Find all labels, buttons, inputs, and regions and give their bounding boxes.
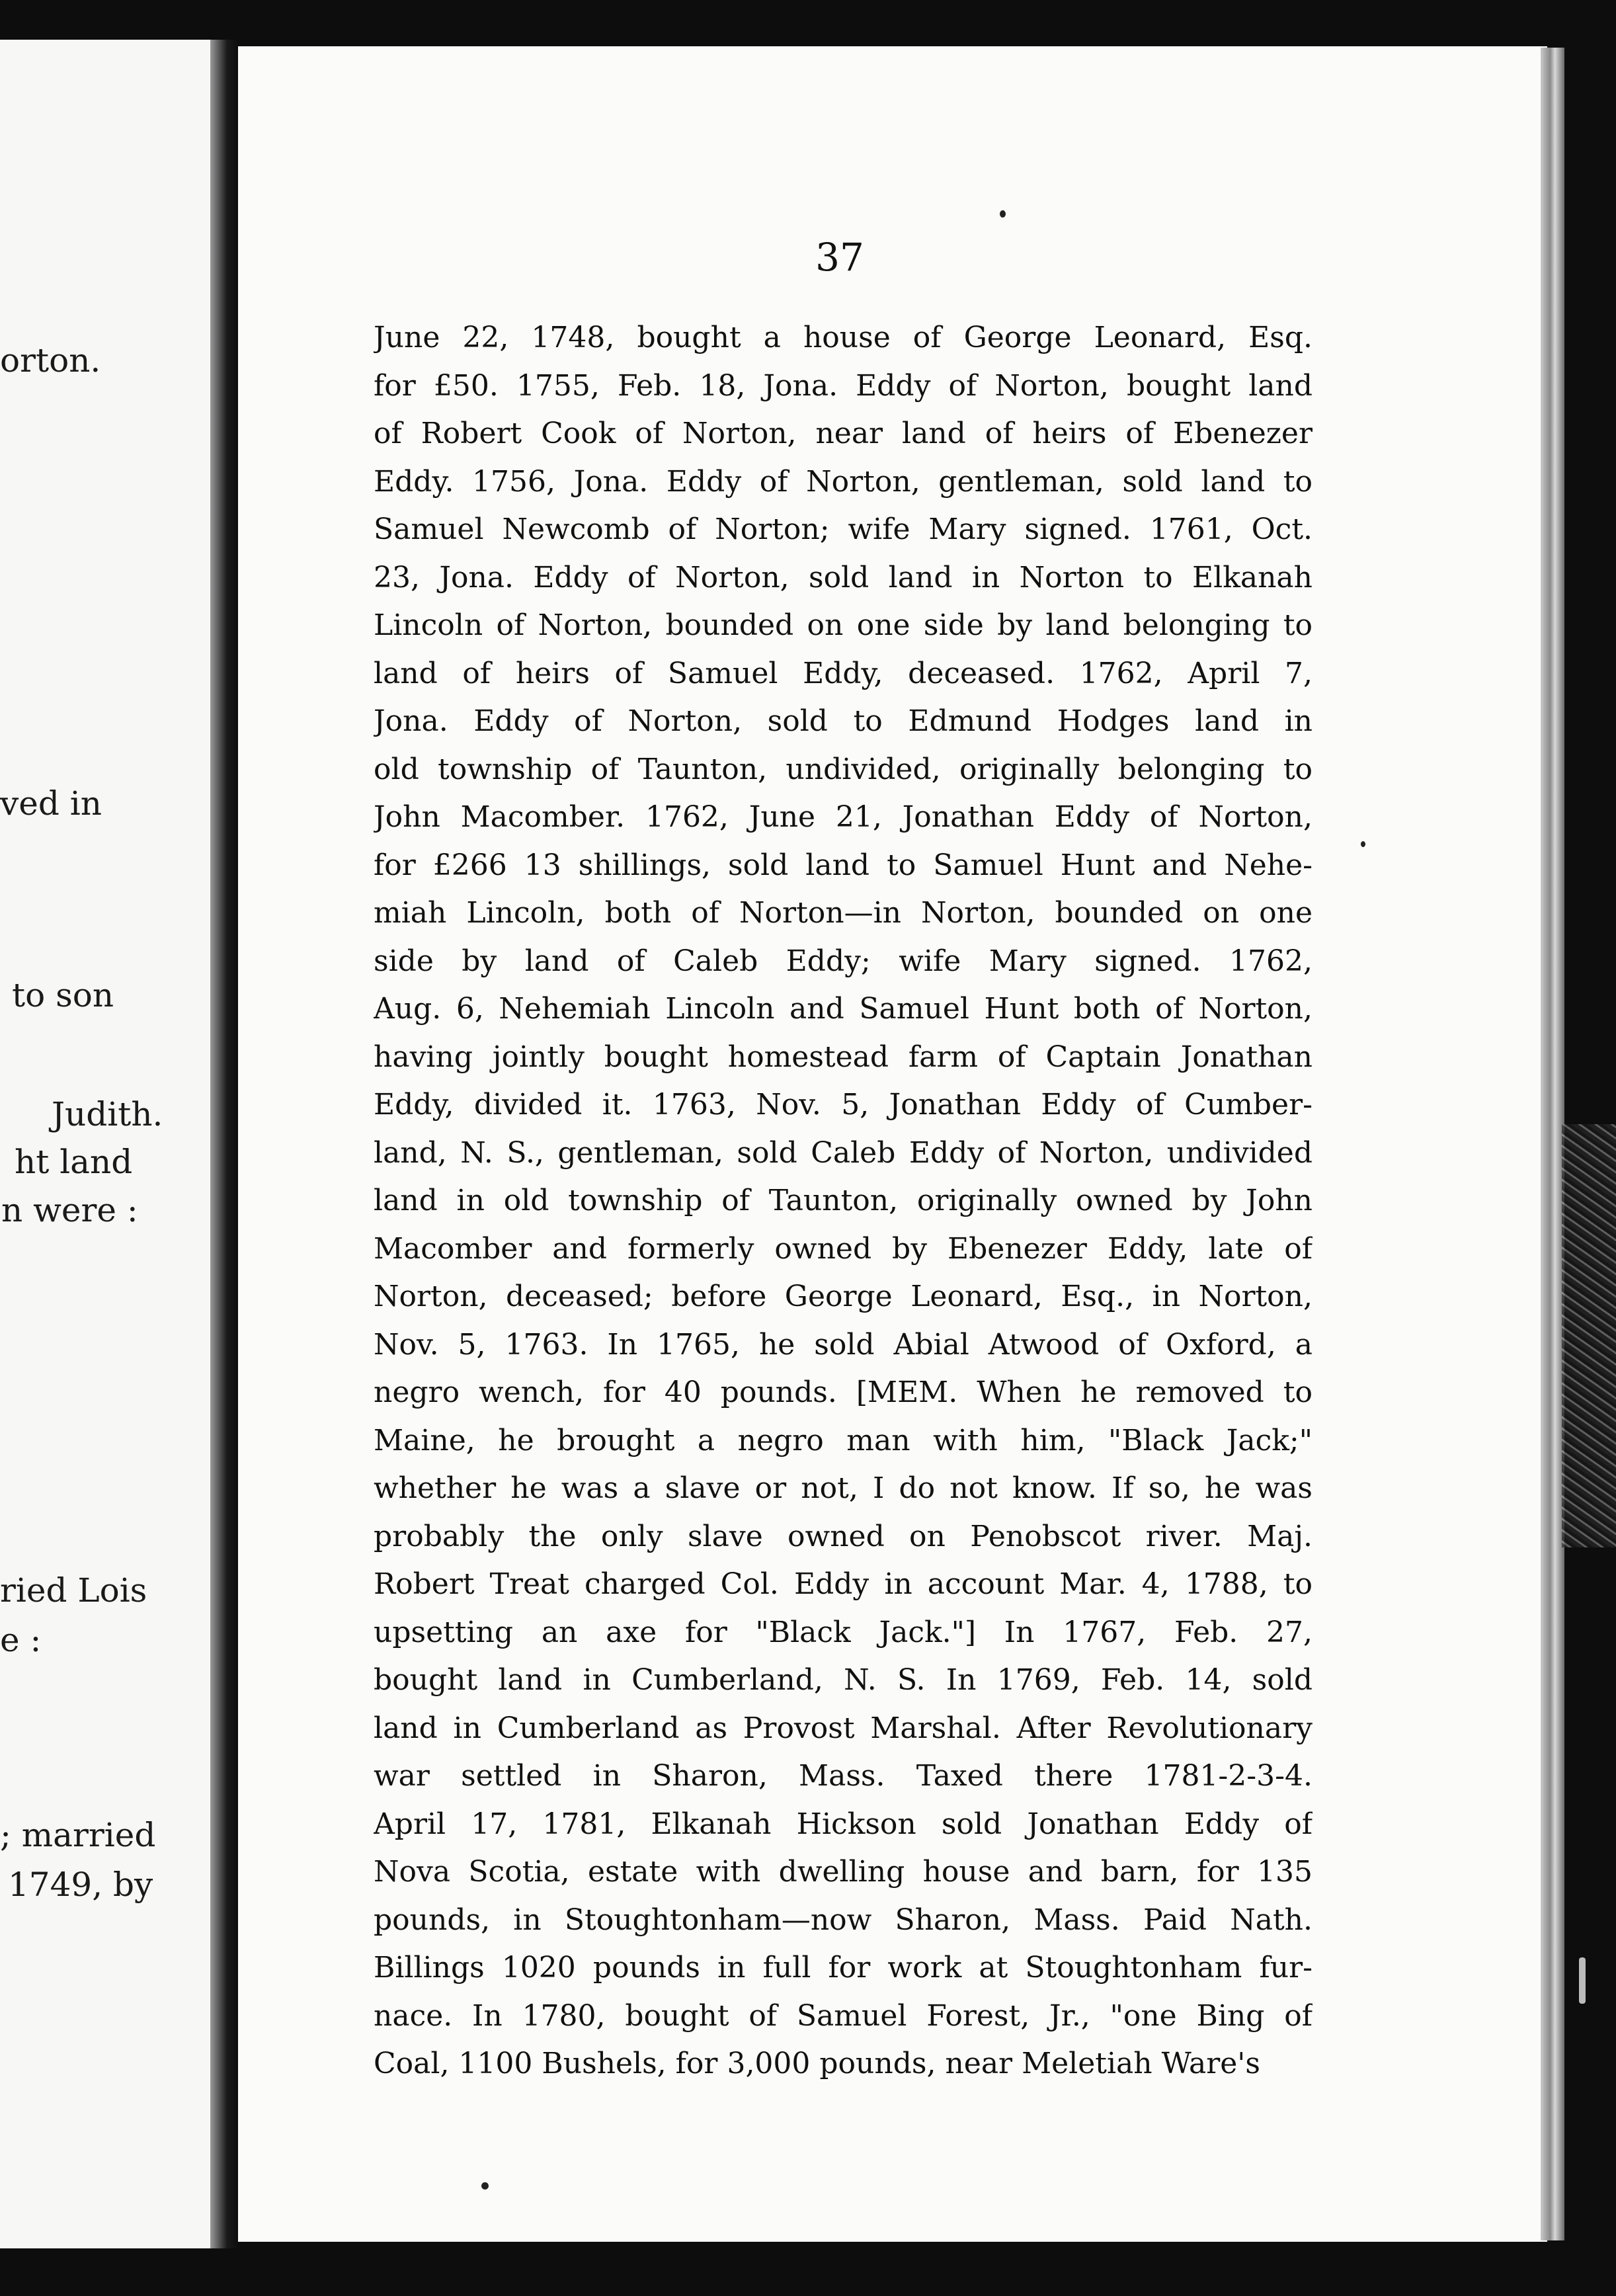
body-text — [374, 314, 1313, 2088]
text-line: for £50. 1755, Feb. 18, Jona. Eddy of Norton, bought land — [374, 368, 1313, 403]
text-line: Jona. Eddy of Norton, sold to Edmund Hodges land in — [374, 704, 1313, 738]
text-line: Nova Scotia, estate with dwelling house and barn, for 135 — [374, 1855, 1313, 1889]
text-line: Lincoln of Norton, bounded on one side by land belonging to — [374, 608, 1313, 642]
text-line: for £266 13 shillings, sold land to Samuel Hunt and Nehe- — [374, 848, 1313, 882]
text-line: land of heirs of Samuel Eddy, deceased. 1762, April 7, — [374, 656, 1313, 690]
text-line: Norton, deceased; before George Leonard, Esq., in Norton, — [374, 1280, 1313, 1313]
text-line: side by land of Caleb Eddy; wife Mary signed. 1762, — [374, 944, 1313, 978]
left-page-fragment: ved in — [0, 784, 102, 823]
left-page-fragment: e : — [0, 1621, 42, 1659]
text-line: upsetting an axe for "Black Jack."] In 1767, Feb. 27, — [374, 1615, 1313, 1649]
left-page-fragment: ; married — [0, 1816, 156, 1854]
text-line: Nov. 5, 1763. In 1765, he sold Abial Atwood of Oxford, a — [374, 1327, 1313, 1362]
text-line: 23, Jona. Eddy of Norton, sold land in Norton to Elkanah — [374, 560, 1313, 594]
left-page-fragment: Judith. — [52, 1095, 163, 1133]
text-line: April 17, 1781, Elkanah Hickson sold Jonathan Eddy of — [374, 1807, 1313, 1841]
scan-speck — [1361, 841, 1365, 847]
text-line: bought land in Cumberland, N. S. In 1769, Feb. 14, sold — [374, 1663, 1313, 1697]
scan-artifact — [1562, 1124, 1616, 1547]
text-line: whether he was a slave or not, I do not know. If so, he was — [374, 1471, 1313, 1505]
text-line: nace. In 1780, bought of Samuel Forest, Jr., "one Bing of — [374, 1998, 1313, 2033]
text-line: Maine, he brought a negro man with him, "Black Jack;" — [374, 1423, 1313, 1457]
text-line: Macomber and formerly owned by Ebenezer Eddy, late of — [374, 1231, 1313, 1266]
left-page-fragment: ried Lois — [0, 1571, 147, 1610]
left-page-fragment: n were : — [1, 1191, 138, 1229]
text-line: Coal, 1100 Bushels, for 3,000 pounds, near Meletiah Ware's — [374, 2047, 1260, 2080]
left-page-fragment: orton. — [0, 341, 101, 380]
text-line: Eddy, divided it. 1763, Nov. 5, Jonathan Eddy of Cumber- — [374, 1088, 1313, 1122]
text-line: Billings 1020 pounds in full for work at Stoughtonham fur- — [374, 1951, 1313, 1985]
text-line: Robert Treat charged Col. Eddy in account Mar. 4, 1788, to — [374, 1567, 1313, 1601]
left-page-fragment: ht land — [15, 1143, 133, 1181]
text-line: Samuel Newcomb of Norton; wife Mary signed. 1761, Oct. — [374, 512, 1313, 546]
scan-speck — [481, 2182, 489, 2190]
book-gutter — [210, 40, 238, 2248]
page-number: 37 — [815, 235, 864, 280]
text-line: land in old township of Taunton, originally owned by John — [374, 1184, 1313, 1217]
text-line: miah Lincoln, both of Norton—in Norton, bounded on one — [374, 896, 1313, 930]
left-page-fragment: 1749, by — [8, 1866, 153, 1904]
text-line: land, N. S., gentleman, sold Caleb Eddy of Norton, undivided — [374, 1135, 1313, 1170]
text-line: John Macomber. 1762, June 21, Jonathan Eddy of Norton, — [374, 800, 1313, 834]
text-line: having jointly bought homestead farm of Captain Jonathan — [374, 1040, 1313, 1074]
text-line: Eddy. 1756, Jona. Eddy of Norton, gentleman, sold land to — [374, 464, 1313, 499]
scan-speck — [1579, 1957, 1586, 2004]
left-page-fragment: to son — [12, 976, 114, 1014]
text-line: old township of Taunton, undivided, originally belonging to — [374, 752, 1313, 786]
facing-left-page — [0, 40, 221, 2248]
text-line: of Robert Cook of Norton, near land of heirs of Ebenezer — [374, 417, 1313, 450]
text-line: pounds, in Stoughtonham—now Sharon, Mass. Paid Nath. — [374, 1903, 1313, 1937]
text-line: land in Cumberland as Provost Marshal. After Revolutionary — [374, 1711, 1313, 1745]
text-line: negro wench, for 40 pounds. [MEM. When he removed to — [374, 1375, 1313, 1409]
text-line: war settled in Sharon, Mass. Taxed there 1781-2-3-4. — [374, 1759, 1313, 1793]
text-line: June 22, 1748, bought a house of George Leonard, Esq. — [374, 321, 1313, 354]
scan-speck — [1000, 210, 1006, 218]
text-line: probably the only slave owned on Penobscot river. Maj. — [374, 1519, 1313, 1553]
text-line: Aug. 6, Nehemiah Lincoln and Samuel Hunt both of Norton, — [374, 992, 1313, 1026]
page-edge-stack — [1541, 48, 1564, 2240]
